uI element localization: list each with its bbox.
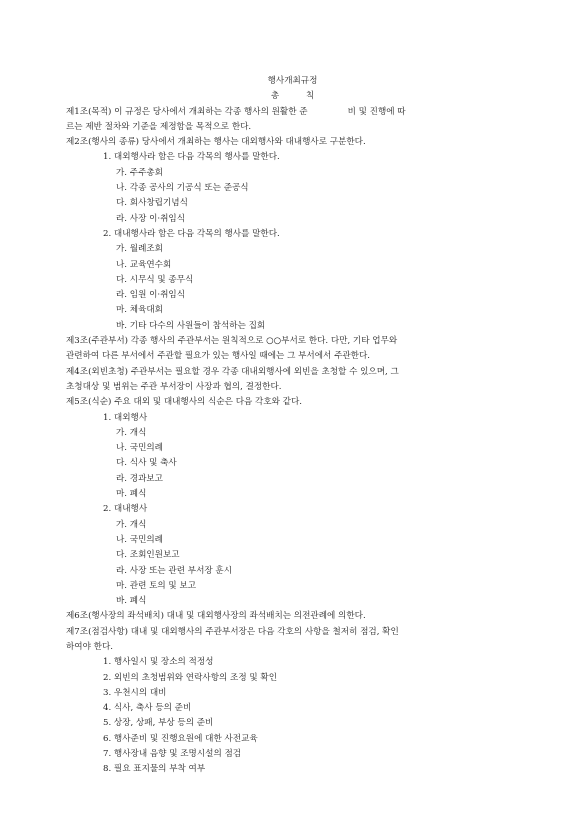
article-2-clause-2: 2. 대내행사라 함은 다음 각목의 행사를 말한다. [103,228,280,239]
chapter-heading: 총 칙 [270,91,327,102]
article-1 [66,105,519,136]
article-6 [66,609,519,624]
list-item: 3. 우천시의 대비 [103,687,167,698]
list-item: 나. 국민의례 [116,443,163,454]
list-item: 8. 필요 표지물의 부착 여부 [103,764,206,775]
list-item: 라. 사장 이·취임식 [116,213,186,224]
article-1-line-1 [66,105,519,120]
list-item: 라. 임원 이·취임식 [116,290,186,301]
article-5-clause-1: 1. 대외행사 [103,412,148,423]
article-4-line-2: 초청대상 및 범위는 주관 부서장이 사장과 협의, 결정한다. [66,381,282,392]
article-5-heading: 제5조(식순) 주요 대외 및 대내행사의 식순은 다음 각호와 같다. [66,397,302,408]
list-item: 바. 기타 다수의 사원들이 참석하는 집회 [116,320,266,331]
article-2 [66,135,519,334]
article-3 [66,334,519,365]
list-item: 다. 시무식 및 종무식 [116,274,194,285]
list-item: 4. 식사, 축사 등의 준비 [103,703,192,714]
article-4-line-1: 제4조(외빈초청) 주관부서는 필요할 경우 각종 대내외행사에 외빈을 초청할 수 있으며, 그 [66,366,399,377]
list-item: 라. 경과보고 [116,473,163,484]
list-item: 가. 개식 [116,427,147,438]
article-3-line-1: 제3조(주관부서) 각종 행사의 주관부서는 원칙적으로 ○○부서로 한다. 다만, 기타 업무와 [66,336,398,347]
list-item: 1. 행사일시 및 장소의 적정성 [103,657,214,668]
article-1-line-1b: 비 및 진행에 따 [347,106,406,117]
article-4 [66,365,519,396]
article-2-heading: 제2조(행사의 종류) 당사에서 개최하는 행사는 대외행사와 대내행사로 구분한다. [66,137,366,148]
list-item: 라. 사장 또는 관련 부서장 훈시 [116,565,233,576]
article-1-line-2: 르는 제반 절차와 기준을 제정함을 목적으로 한다. [66,121,252,132]
list-item: 6. 행사준비 및 진행요원에 대한 사전교육 [103,733,258,744]
article-1-line-1a: 제1조(목적) 이 규정은 당사에서 개최하는 각종 행사의 원활한 준 [66,106,308,117]
list-item: 다. 조회인원보고 [116,550,180,561]
article-3-line-2: 관련하여 다른 부서에서 주관할 필요가 있는 행사일 때에는 그 부서에서 주관한다. [66,351,371,362]
list-item: 나. 국민의례 [116,534,163,545]
list-item: 다. 식사 및 축사 [116,458,177,469]
list-item: 가. 주주총회 [116,167,163,178]
article-7 [66,625,519,778]
list-item: 마. 폐식 [116,489,147,500]
article-6-line-1: 제6조(행사장의 좌석배치) 대내 및 대외행사장의 좌석배치는 의전관례에 의한다. [66,611,366,622]
article-5-clause-2: 2. 대내행사 [103,504,148,515]
article-7-line-2: 하여야 한다. [66,641,113,652]
article-2-clause-1: 1. 대외행사라 함은 다음 각목의 행사를 말한다. [103,152,280,163]
list-item: 마. 관련 토의 및 보고 [116,580,197,591]
list-item: 마. 체육대회 [116,305,163,316]
list-item: 나. 교육연수회 [116,259,172,270]
list-item: 다. 회사창립기념식 [116,198,188,209]
list-item: 바. 폐식 [116,596,147,607]
list-item: 2. 외빈의 초청범위와 연락사항의 조정 및 확인 [103,672,278,683]
article-7-line-1: 제7조(점검사항) 대내 및 대외행사의 주관부서장은 다음 각호의 사항을 철저히 점검, 확인 [66,626,399,637]
document-title: 행사개최규정 [267,76,318,86]
list-item: 가. 월례조회 [116,244,163,255]
list-item: 7. 행사장내 음향 및 조명시설의 점검 [103,749,242,760]
list-item: 나. 각종 공사의 기공식 또는 준공식 [116,183,249,194]
article-5 [66,395,519,609]
list-item: 5. 상장, 상패, 부상 등의 준비 [103,718,214,729]
list-item: 가. 개식 [116,519,147,530]
